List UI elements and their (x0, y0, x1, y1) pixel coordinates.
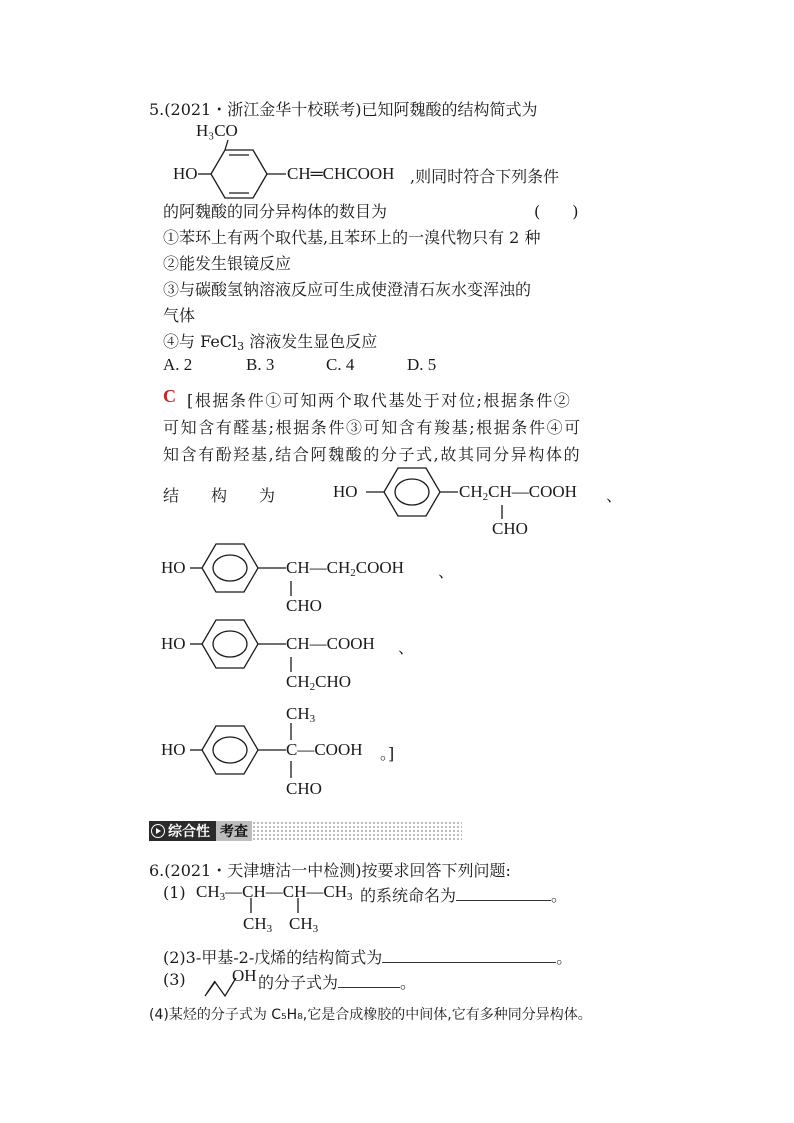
question-5-stem-cont: 的阿魏酸的同分异构体的数目为 (163, 202, 388, 221)
isomer-3-branch: $CH_2CHO$ (286, 672, 352, 693)
explanation-line-1: [根据条件①可知两个取代基处于对位;根据条件② (187, 391, 572, 410)
isomer-1-ho: HO (333, 482, 358, 501)
explanation-line-4: 结 构 为 (163, 486, 276, 505)
isomer-2-chain: $CH—CH_2COOH$ (286, 558, 404, 579)
benzene-ring-4 (202, 726, 258, 774)
option-a: A. 2 (163, 355, 193, 374)
benzene-ring-2 (202, 544, 258, 592)
isomer-4-ho: HO (161, 740, 186, 759)
isomer-2-ho: HO (161, 558, 186, 577)
section-header-comprehensive (149, 821, 462, 841)
condition-2: ②能发生银镜反应 (163, 254, 292, 273)
answer-blank-1[interactable] (456, 886, 551, 901)
section-light-label: 考查 (216, 821, 252, 841)
play-circle-icon (151, 824, 165, 838)
condition-3: ③与碳酸氢钠溶液反应可生成使澄清石灰水变浑浊的 (163, 280, 532, 299)
isomer-3-chain: CH—COOH (286, 634, 375, 653)
answer-blank-2[interactable] (382, 948, 556, 963)
isomer-4-chain: C—COOH (286, 740, 363, 759)
q6-part-1-formula: $CH_3—CH—CH—CH_3$ (196, 882, 353, 903)
condition-4: ④与 FeCl$_3$ 溶液发生显色反应 (163, 332, 378, 353)
question-5-stem: 5.(2021・浙江金华十校联考)已知阿魏酸的结构简式为 (149, 100, 538, 119)
isomer-2-separator: 、 (438, 562, 455, 581)
q6-part-1-branch-1: $CH_3$ (243, 914, 273, 935)
q6-part-3-oh: OH (232, 966, 257, 985)
struct-tail-text: ,则同时符合下列条件 (410, 167, 560, 186)
isomer-1-chain: $CH_2CH—COOH$ (459, 482, 577, 503)
explanation-line-3: 知含有酚羟基,结合阿魏酸的分子式,故其同分异构体的 (163, 445, 582, 464)
struct-side-chain: CH═CHCOOH (287, 164, 395, 183)
answer-letter: C (163, 386, 176, 406)
isomer-4-branch: CHO (286, 779, 322, 798)
struct-methoxy-label: H₃CO (196, 121, 238, 140)
q6-part-1-num: (1) (163, 883, 186, 902)
q6-part-4: (4)某烃的分子式为 C₅H₈,它是合成橡胶的中间体,它有多种同分异构体。 (149, 1007, 592, 1023)
isomer-4-end: 。] (380, 744, 395, 763)
benzene-ring-3 (202, 620, 258, 668)
section-dot-pattern (252, 821, 462, 841)
benzene-ring-1 (384, 468, 440, 516)
explanation-line-2: 可知含有醛基;根据条件③可知含有羧基;根据条件④可 (163, 418, 582, 437)
isomer-3-separator: 、 (398, 638, 415, 657)
q6-part-2: (2)3-甲基-2-戊烯的结构简式为 。 (163, 948, 573, 967)
isomer-4-methyl: $CH_3$ (286, 704, 316, 725)
option-b: B. 3 (246, 355, 275, 374)
condition-3-cont: 气体 (163, 306, 196, 325)
isomer-1-branch: CHO (492, 519, 528, 538)
section-dark-label: 综合性 (168, 824, 210, 840)
option-c: C. 4 (326, 355, 355, 374)
q6-part-3-num: (3) (163, 970, 186, 989)
question-6-stem: 6.(2021・天津塘沽一中检测)按要求回答下列问题: (149, 861, 511, 880)
q6-part-1-text: 的系统命名为 。 (360, 886, 568, 905)
isomer-1-separator: 、 (606, 486, 623, 505)
answer-blank-3[interactable] (338, 973, 400, 988)
option-d: D. 5 (407, 355, 437, 374)
answer-paren: ( ) (534, 202, 579, 221)
isomer-2-branch: CHO (286, 596, 322, 615)
q6-part-3-text: 的分子式为 。 (258, 973, 417, 992)
condition-1: ①苯环上有两个取代基,且苯环上的一溴代物只有 2 种 (163, 228, 541, 247)
struct-ho-label: HO (173, 164, 198, 183)
isomer-3-ho: HO (161, 634, 186, 653)
q6-part-1-branch-2: $CH_3$ (289, 914, 319, 935)
